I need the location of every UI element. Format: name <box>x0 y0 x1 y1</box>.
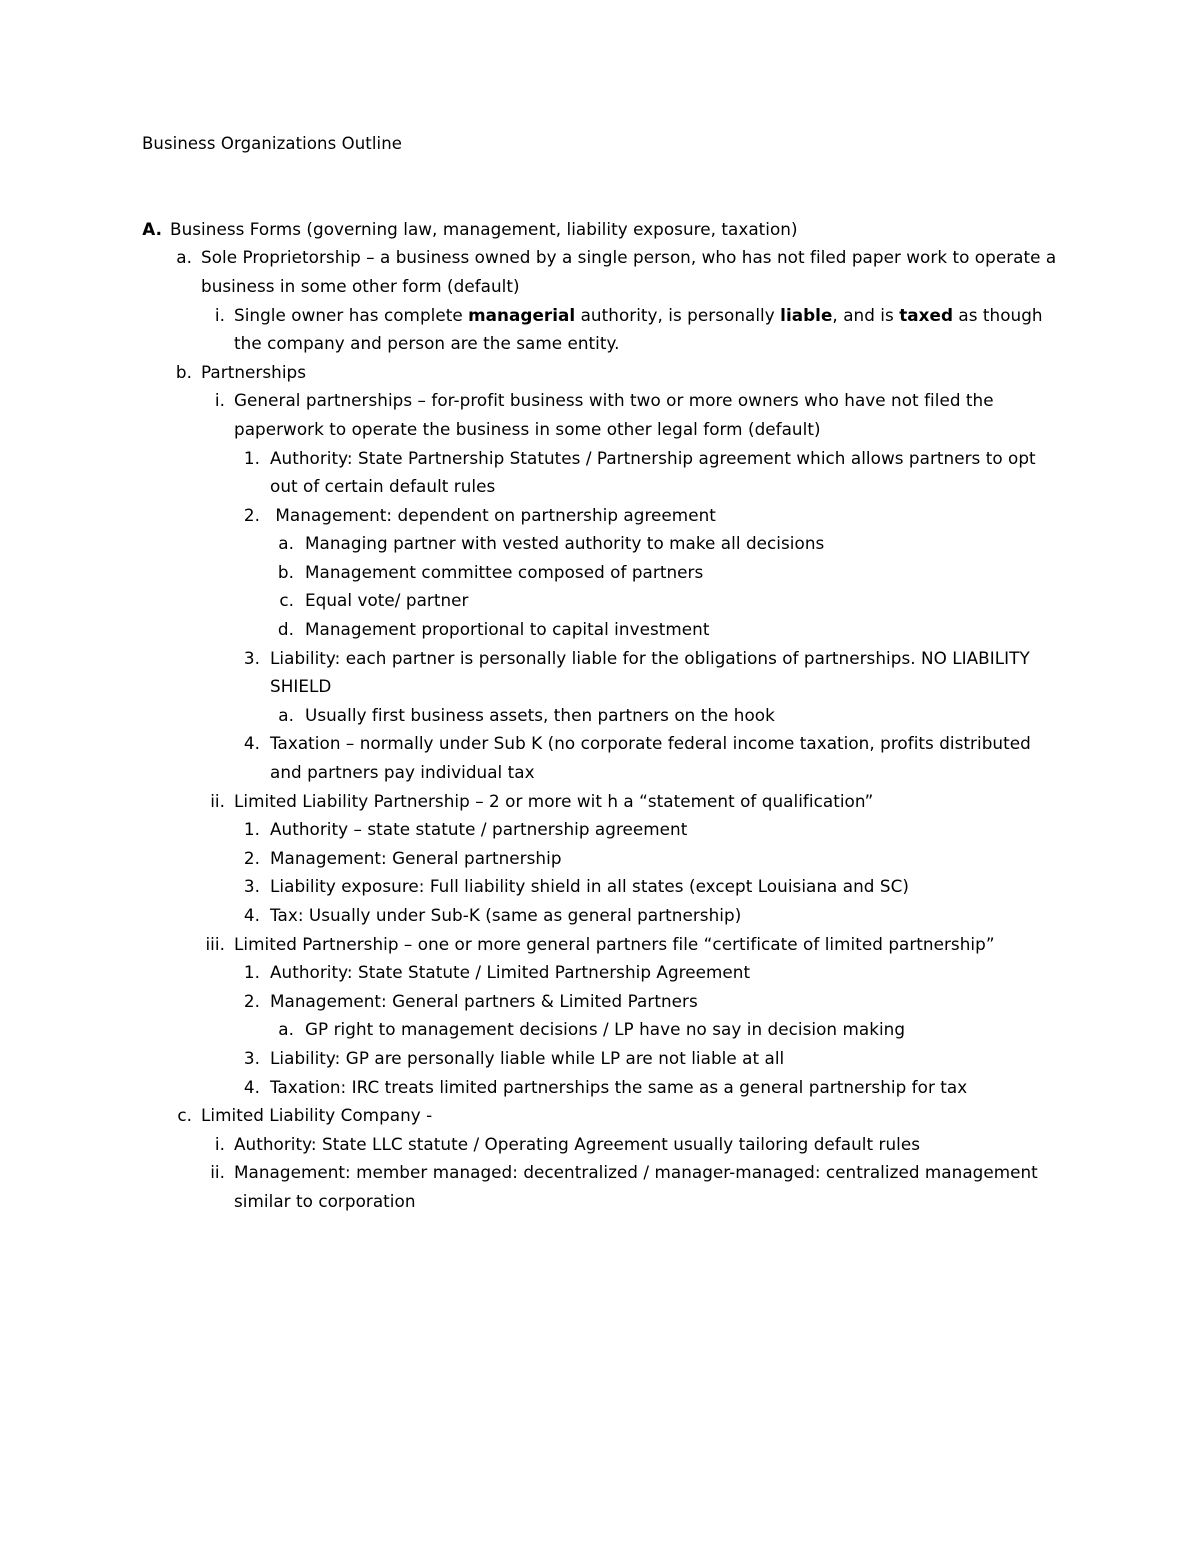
list-marker: 2. <box>243 990 260 1011</box>
list-marker: a. <box>176 247 192 268</box>
list-marker: iii. <box>205 933 225 954</box>
outline-level-i <box>201 301 1060 358</box>
outline-level-aa <box>270 1015 1060 1044</box>
list-marker: 4. <box>243 1076 260 1097</box>
outline-level-i <box>201 386 1060 1101</box>
list-text <box>270 501 1060 530</box>
list-item-b-partnerships <box>170 358 1060 1101</box>
list-text: Authority – state statute / partnership agreement <box>270 819 688 840</box>
list-item-2-management <box>234 987 1060 1044</box>
outline-level-1 <box>234 958 1060 1101</box>
list-text: Authority: State Statute / Limited Partnership Agreement <box>270 962 751 983</box>
list-marker: ii. <box>210 1162 225 1183</box>
list-marker: ii. <box>210 790 225 811</box>
text-part: Single owner has complete <box>234 304 469 325</box>
list-item-1-authority <box>234 815 1060 844</box>
list-text: Business Forms (governing law, management, liability exposure, taxation) <box>170 218 798 239</box>
list-marker: 3. <box>243 1047 260 1068</box>
list-text: Limited Partnership – one or more general partners file “certificate of limited partnership” <box>234 933 995 954</box>
list-marker: i. <box>214 1133 225 1154</box>
list-marker: c. <box>177 1105 192 1126</box>
list-marker: a. <box>278 704 294 725</box>
list-marker: b. <box>277 561 294 582</box>
list-text: Liability: GP are personally liable while LP are not liable at all <box>270 1047 785 1068</box>
list-marker: 3. <box>243 876 260 897</box>
list-item-A <box>142 215 1060 1216</box>
list-marker: c. <box>279 590 294 611</box>
list-marker: i. <box>214 304 225 325</box>
list-item-3-liability <box>234 1044 1060 1073</box>
list-item-4-tax <box>234 901 1060 930</box>
list-item-a-managing-partner <box>270 529 1060 558</box>
list-text: Management: General partners & Limited Partners <box>270 990 698 1011</box>
list-text: Limited Liability Partnership – 2 or more wit h a “statement of qualification” <box>234 790 874 811</box>
list-item-ii-limited-liability-partnership <box>201 787 1060 930</box>
outline-level-1 <box>234 815 1060 929</box>
list-marker: 1. <box>243 962 260 983</box>
list-text: Taxation – normally under Sub K (no corporate federal income taxation, profits distributed and partners pay individual tax <box>270 733 1031 783</box>
list-marker: 1. <box>243 447 260 468</box>
list-item-b-management-committee <box>270 558 1060 587</box>
list-item-a-business-assets <box>270 701 1060 730</box>
list-marker: a. <box>278 533 294 554</box>
list-marker: 1. <box>243 819 260 840</box>
list-marker: a. <box>278 1019 294 1040</box>
list-item-i-general-partnerships <box>201 386 1060 786</box>
list-item-3-liability <box>234 644 1060 730</box>
list-item-i-single-owner <box>201 301 1060 358</box>
list-item-a-gp-right-to-management <box>270 1015 1060 1044</box>
outline-level-aa <box>270 701 1060 730</box>
list-text: Partnerships <box>201 361 307 382</box>
list-item-c-equal-vote <box>270 586 1060 615</box>
list-text: Liability: each partner is personally liable for the obligations of partnerships. NO LIABILITY SHIELD <box>270 647 1030 697</box>
list-marker: b. <box>175 361 192 382</box>
list-text: Usually first business assets, then partners on the hook <box>305 704 775 725</box>
list-text: GP right to management decisions / LP have no say in decision making <box>305 1019 906 1040</box>
text-part: as though the company and person are the same entity. <box>234 304 1043 354</box>
list-text: Managing partner with vested authority to make all decisions <box>305 533 825 554</box>
list-item-4-taxation <box>234 729 1060 786</box>
list-item-4-taxation <box>234 1073 1060 1102</box>
list-item-c-limited-liability-company <box>170 1101 1060 1215</box>
list-text: Limited Liability Company - <box>201 1105 433 1126</box>
list-text: Management proportional to capital investment <box>305 619 710 640</box>
outline-level-A <box>142 215 1060 1216</box>
list-text: Equal vote/ partner <box>305 590 469 611</box>
outline-level-a <box>170 243 1060 1215</box>
list-text: Authority: State LLC statute / Operating Agreement usually tailoring default rules <box>234 1133 921 1154</box>
list-text: Liability exposure: Full liability shield in all states (except Louisiana and SC) <box>270 876 909 897</box>
page-title: Business Organizations Outline <box>142 134 403 153</box>
list-marker: 4. <box>243 905 260 925</box>
list-item-iii-limited-partnership <box>201 930 1060 1102</box>
list-marker: 2. <box>243 847 260 868</box>
list-marker: A. <box>142 218 162 239</box>
list-item-2-management <box>234 844 1060 873</box>
list-text: Sole Proprietorship – a business owned by a single person, who has not filed paper work to operate a business in some other form (default) <box>201 247 1057 296</box>
text-bold-liable: liable <box>780 304 833 325</box>
list-text: Taxation: IRC treats limited partnerships the same as a general partnership for tax <box>270 1076 968 1097</box>
list-item-d-management-proportional <box>270 615 1060 644</box>
list-item-2-management <box>234 501 1060 644</box>
text-part: authority, is personally <box>575 304 781 325</box>
list-item-1-authority <box>234 958 1060 987</box>
list-item-i-authority <box>201 1130 1060 1159</box>
outline-level-i <box>201 1130 1060 1216</box>
list-item-1-authority <box>234 444 1060 501</box>
list-text: Authority: State Partnership Statutes / Partnership agreement which allows partners to opt out of certain default rules <box>270 447 1036 497</box>
list-item-ii-management <box>201 1158 1060 1215</box>
list-marker: d. <box>277 619 294 640</box>
list-item-3-liability-exposure <box>234 872 1060 901</box>
text-part: , and is <box>832 304 900 325</box>
list-text <box>234 301 1060 358</box>
list-marker: 4. <box>243 733 260 754</box>
list-text: Management: General partnership <box>270 847 562 868</box>
list-marker: i. <box>214 390 225 411</box>
list-item-a-sole-proprietorship <box>170 243 1060 357</box>
text-bold-managerial: managerial <box>468 304 576 325</box>
list-text: General partnerships – for-profit business with two or more owners who have not filed the paperwork to operate the business in some other legal form (default) <box>234 390 994 439</box>
list-marker: 2. <box>243 504 260 525</box>
list-text: Management: member managed: decentralized / manager-managed: centralized management similar to corporation <box>234 1162 1038 1211</box>
text-bold-taxed: taxed <box>899 304 954 325</box>
list-text: Management committee composed of partners <box>305 561 704 582</box>
list-marker: 3. <box>243 647 260 668</box>
list-text-inner: Management: dependent on partnership agreement <box>275 504 716 525</box>
outline-level-1 <box>234 444 1060 787</box>
list-text: Tax: Usually under Sub-K (same as general partnership) <box>270 905 742 925</box>
outline-level-aa <box>270 529 1060 643</box>
